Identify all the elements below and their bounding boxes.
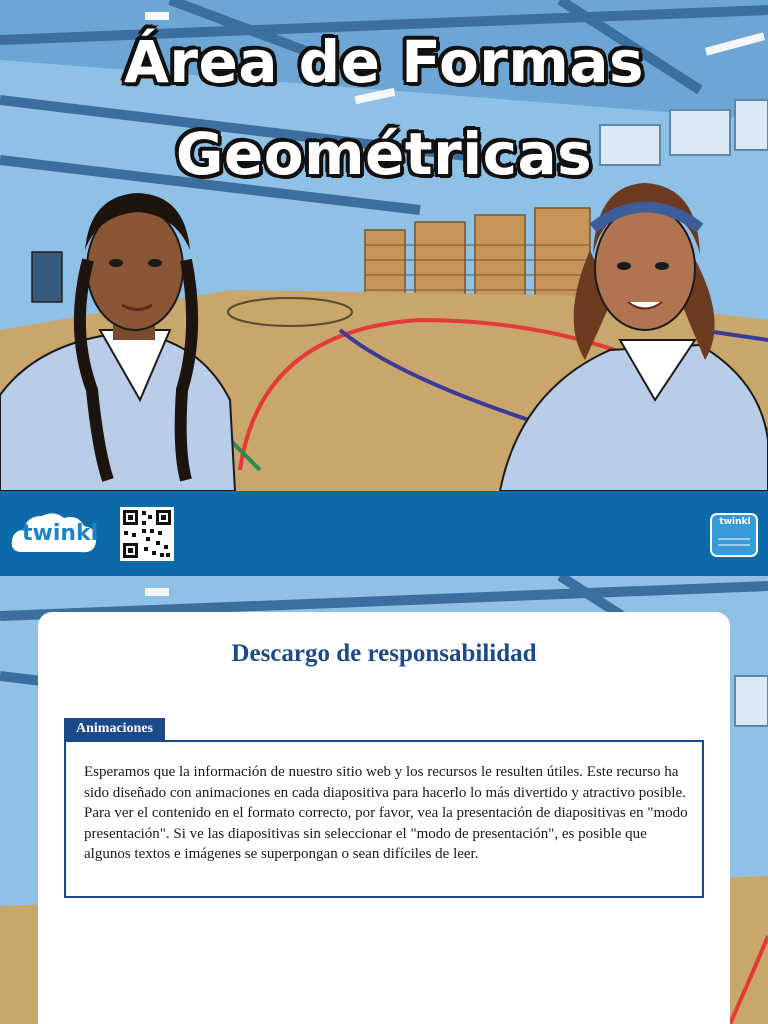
disclaimer-slide	[0, 576, 768, 1024]
quality-badge-label: twinkl	[719, 517, 751, 527]
slide-title-line-1: Área de Formas	[123, 28, 645, 96]
disclaimer-text-box	[64, 740, 704, 898]
section-tab-animaciones: Animaciones	[64, 718, 165, 740]
disclaimer-heading: Descargo de responsabilidad	[231, 640, 537, 667]
slide-title-line-2: Geométricas	[175, 120, 593, 188]
title-slide	[0, 0, 768, 491]
disclaimer-body-text: Esperamos que la información de nuestro sitio web y los recursos le resulten útiles. Este recurso ha sido diseñado con animaciones en cada diapositiva para hacerlo lo más divertido y atractivo posible. Para ver el contenido en el formato correcto, por favor, vea la presentación de diapositivas en "modo presentación". Si ve las diapositivas sin seleccionar el "modo de presentación", es posible que algunos textos e imágenes se superpongan o sean difíciles de leer.	[84, 764, 688, 862]
disclaimer-card	[38, 612, 730, 1024]
brand-footer-bar	[0, 491, 768, 576]
twinkl-logo-text: twinkl	[22, 521, 99, 546]
qr-code-icon[interactable]	[120, 507, 174, 561]
